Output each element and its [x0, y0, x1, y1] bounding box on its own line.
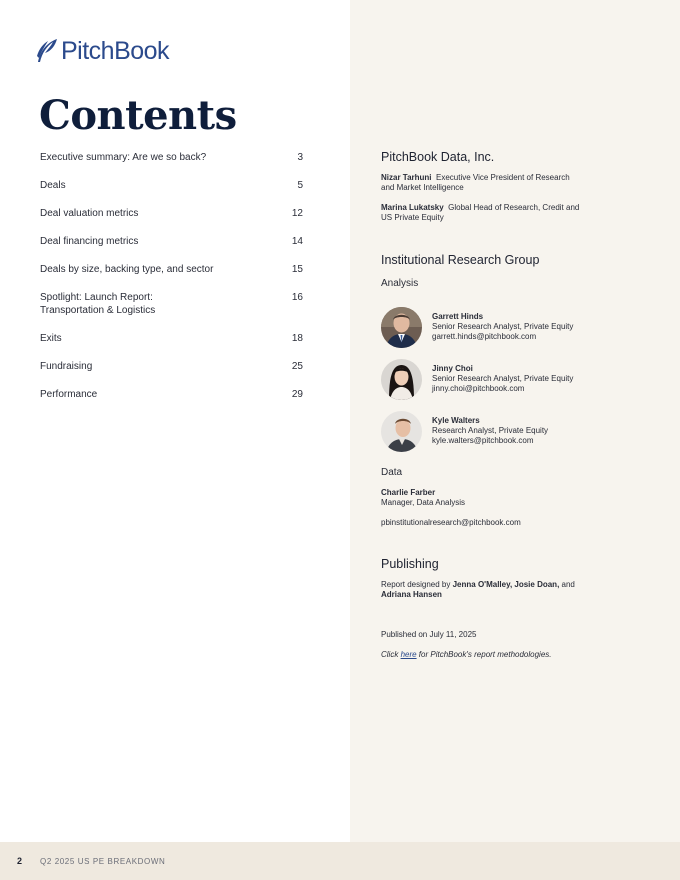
toc-item-page: 12: [291, 208, 303, 219]
person-entry: [381, 203, 601, 223]
pitchbook-feather-icon: [36, 38, 58, 64]
click-suffix: for PitchBook's report methodologies.: [416, 650, 552, 659]
designer-name: Adriana Hansen: [381, 590, 442, 599]
person-title-line1: Global Head of Research, Credit and: [448, 203, 580, 212]
page-number: 2: [17, 856, 23, 866]
data-person-role: Manager, Data Analysis: [381, 498, 466, 507]
toc-item-page: 18: [291, 333, 303, 344]
toc-item-page: 16: [291, 292, 303, 303]
avatar: [381, 359, 422, 400]
analyst-role: Senior Research Analyst, Private Equity: [432, 322, 574, 331]
toc-item-label: Fundraising: [40, 361, 93, 372]
toc-item-label: Executive summary: Are we so back?: [40, 152, 207, 163]
publishing-title: Publishing: [381, 557, 439, 571]
analyst-email[interactable]: garrett.hinds@pitchbook.com: [432, 332, 537, 341]
methodology-note: [381, 650, 621, 660]
designed-by-prefix: Report designed by: [381, 580, 453, 589]
analyst-entry: [432, 312, 612, 342]
toc-item-label: Deals by size, backing type, and sector: [40, 264, 214, 275]
analyst-entry: [432, 364, 612, 394]
methodology-link[interactable]: here: [400, 650, 417, 659]
data-person-name: Charlie Farber: [381, 488, 436, 497]
company-name: PitchBook Data, Inc.: [381, 150, 495, 164]
toc-item-page: 3: [297, 152, 303, 163]
person-title-line1: Executive Vice President of Research: [435, 173, 570, 182]
data-label: Data: [381, 467, 403, 478]
designers-names: Jenna O'Malley, Josie Doan,: [452, 580, 560, 589]
analyst-name: Garrett Hinds: [432, 312, 484, 321]
toc-item-page: 15: [291, 264, 303, 275]
toc-item-label-line2: Transportation & Logistics: [40, 305, 156, 316]
toc-item-label: Deal valuation metrics: [40, 208, 139, 219]
analyst-email[interactable]: kyle.walters@pitchbook.com: [432, 436, 534, 445]
analysis-label: Analysis: [381, 278, 419, 289]
report-name: Q2 2025 US PE BREAKDOWN: [40, 857, 166, 866]
person-title-line2: and Market Intelligence: [381, 183, 464, 192]
and-word: and: [559, 580, 575, 589]
toc-item-label: Performance: [40, 389, 98, 400]
toc-item-page: 14: [291, 236, 303, 247]
toc-item-page: 5: [297, 180, 303, 191]
pitchbook-logo: [36, 37, 169, 65]
toc-item-page: 25: [291, 361, 303, 372]
avatar: [381, 307, 422, 348]
group-email[interactable]: pbinstitutionalresearch@pitchbook.com: [381, 518, 521, 527]
toc-item-label: Deal financing metrics: [40, 236, 139, 247]
avatar: [381, 411, 422, 452]
data-person-entry: [381, 488, 601, 508]
person-name: Nizar Tarhuni: [381, 173, 432, 182]
toc-item-label: Spotlight: Launch Report:: [40, 292, 153, 303]
logo-text: PitchBook: [61, 36, 170, 65]
page-title: Contents: [39, 92, 237, 139]
analyst-role: Senior Research Analyst, Private Equity: [432, 374, 574, 383]
toc-item-label: Exits: [40, 333, 62, 344]
analyst-entry: [432, 416, 612, 446]
analyst-name: Kyle Walters: [432, 416, 480, 425]
toc-item-page: 29: [291, 389, 303, 400]
analyst-email[interactable]: jinny.choi@pitchbook.com: [432, 384, 525, 393]
toc-item-label: Deals: [40, 180, 66, 191]
research-group-title: Institutional Research Group: [381, 253, 540, 267]
analyst-name: Jinny Choi: [432, 364, 473, 373]
analyst-role: Research Analyst, Private Equity: [432, 426, 549, 435]
page-footer: [0, 842, 680, 880]
person-name: Marina Lukatsky: [381, 203, 444, 212]
published-date: Published on July 11, 2025: [381, 630, 477, 639]
person-title-line2: US Private Equity: [381, 213, 444, 222]
person-entry: [381, 173, 601, 193]
designed-by: [381, 580, 601, 600]
click-prefix: Click: [381, 650, 401, 659]
